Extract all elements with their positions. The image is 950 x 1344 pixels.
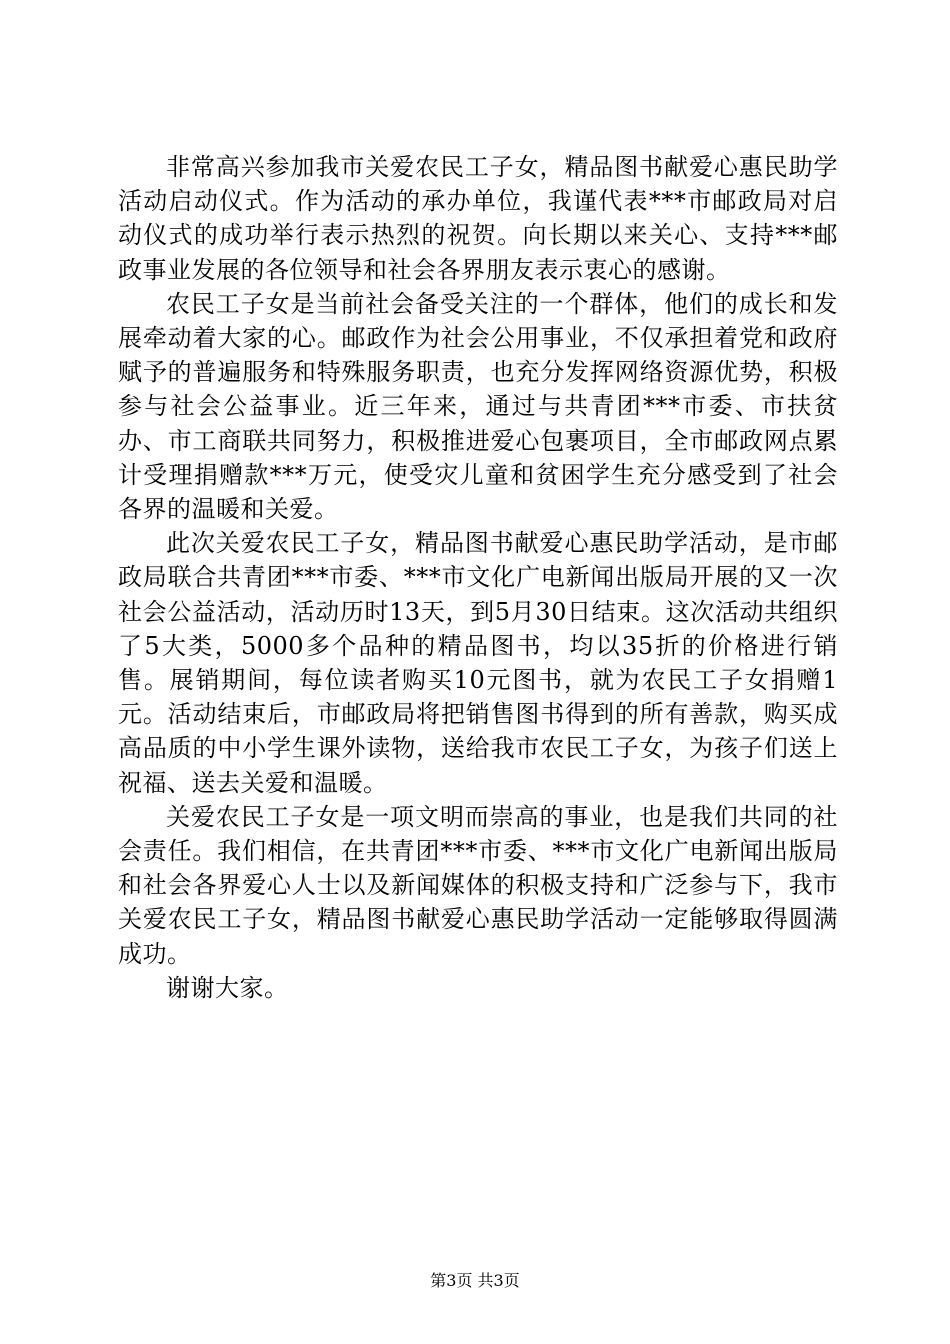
paragraph-thanks: 谢谢大家。 xyxy=(166,973,289,1002)
document-body xyxy=(118,150,838,1005)
paragraph-closing: 关爱农民工子女是一项文明而崇高的事业，也是我们共同的社会责任。我们相信，在共青团***市委、***市文化广电新闻出版局和社会各界爱心人士以及新闻媒体的积极支持和广泛参与下，我市关爱农民工子女，精品图书献爱心惠民助学活动一定能够取得圆满成功。 xyxy=(118,802,838,968)
paragraph-activity: 此次关爱农民工子女，精品图书献爱心惠民助学活动，是市邮政局联合共青团***市委、***市文化广电新闻出版局开展的又一次社会公益活动，活动历时13天，到5月30日结束。这次活动共组织了5大类，5000多个品种的精品图书，均以35折的价格进行销售。展销期间，每位读者购买10元图书，就为农民工子女捐赠1元。活动结束后，市邮政局将把销售图书得到的所有善款，购买成高品质的中小学生课外读物，送给我市农民工子女，为孩子们送上祝福、送去关爱和温暖。 xyxy=(118,529,838,797)
page-footer: 第3页 共3页 xyxy=(430,1271,520,1290)
paragraph-opening: 非常高兴参加我市关爱农民工子女，精品图书献爱心惠民助学活动启动仪式。作为活动的承办单位，我谨代表***市邮政局对启动仪式的成功举行表示热烈的祝贺。向长期以来关心、支持***邮政事业发展的各位领导和社会各界朋友表示衷心的感谢。 xyxy=(118,153,838,284)
paragraph-background: 农民工子女是当前社会备受关注的一个群体，他们的成长和发展牵动着大家的心。邮政作为社会公用事业，不仅承担着党和政府赋予的普遍服务和特殊服务职责，也充分发挥网络资源优势，积极参与社会公益事业。近三年来，通过与共青团***市委、市扶贫办、市工商联共同努力，积极推进爱心包裹项目，全市邮政网点累计受理捐赠款***万元，使受灾儿童和贫困学生充分感受到了社会各界的温暖和关爱。 xyxy=(118,289,838,524)
